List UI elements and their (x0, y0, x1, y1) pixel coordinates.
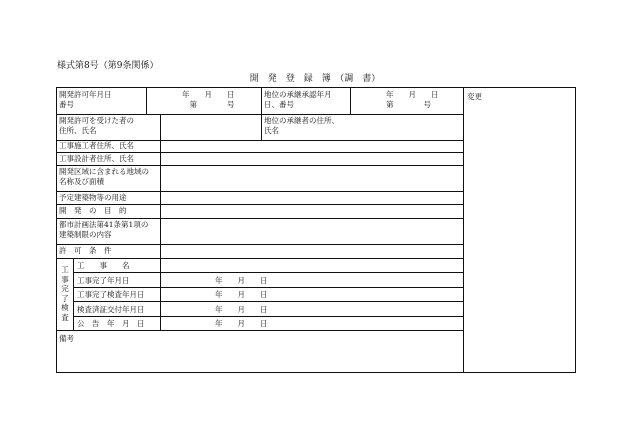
rule (56, 258, 463, 259)
completion-item-value: 年 月 日 (215, 276, 268, 285)
label-line: 日、番号 (264, 100, 294, 109)
completion-item-label: 工事完了年月日 (77, 276, 130, 285)
rule (56, 191, 463, 192)
purpose-label: 開 発 の 目 的 (59, 206, 127, 215)
rule (73, 272, 463, 273)
conditions-label: 許 可 条 件 (59, 246, 112, 255)
permit-date-value (182, 90, 235, 110)
label-line: 名称及び面積 (59, 177, 104, 186)
succession-date-label (264, 90, 332, 110)
area-label (59, 167, 149, 187)
label-line: 地位の承継承認年月 (264, 90, 332, 99)
label-line: 都市計画法第41条第1項の (59, 220, 149, 229)
designer-label: 工事設計者住所、氏名 (59, 154, 134, 163)
label-line: 建築制限の内容 (59, 230, 112, 239)
label-line: 住所、氏名 (59, 126, 97, 135)
changes-divider (463, 87, 464, 373)
divider (350, 87, 351, 114)
rule (56, 218, 463, 219)
changes-label: 変更 (467, 92, 482, 101)
label-line: 開発区域に含まれる地域の (59, 167, 149, 176)
permit-holder-label (59, 116, 134, 136)
label-line: 地位の承継者の住所、 (264, 116, 339, 125)
label-line: 氏名 (264, 126, 279, 135)
completion-item-label: 検査済証交付年月日 (77, 305, 145, 314)
restriction-label (59, 220, 148, 240)
rule (56, 244, 463, 245)
completion-item-value: 年 月 日 (215, 305, 268, 314)
divider (160, 114, 161, 330)
value-line: 第 号 (189, 100, 235, 109)
divider (73, 258, 74, 330)
rule (56, 114, 463, 115)
rule (56, 204, 463, 205)
completion-item-value: 年 月 日 (215, 319, 268, 328)
completion-item-label: 工 事 名 (77, 261, 130, 270)
succession-date-value (386, 90, 439, 110)
completion-item-value: 年 月 日 (215, 290, 268, 299)
form-id: 様式第8号（第9条関係） (57, 61, 159, 71)
value-line: 年 月 日 (182, 90, 235, 99)
planned-use-label: 予定建築物等の用途 (59, 193, 127, 202)
label-line: 開発許可を受けた者の (59, 116, 134, 125)
label-line: 開発許可年月日 (59, 90, 112, 99)
value-line: 第 号 (386, 100, 431, 109)
form-title: 開 発 登 録 簿 （調 書） (249, 74, 381, 84)
remarks-label: 備考 (59, 334, 74, 343)
permit-date-label (59, 90, 112, 110)
value-line: 年 月 日 (386, 90, 439, 99)
rule (56, 165, 463, 166)
completion-item-label: 工事完了検査年月日 (77, 290, 145, 299)
completion-group-label: 工事完了検査 (61, 265, 69, 322)
rule (73, 301, 463, 302)
rule (56, 330, 463, 331)
contractor-label: 工事施工者住所、氏名 (59, 141, 134, 150)
completion-item-label: 公 告 年 月 日 (77, 319, 145, 328)
label-line: 番号 (59, 100, 74, 109)
rule (73, 287, 463, 288)
rule (73, 316, 463, 317)
successor-label (264, 116, 339, 136)
rule (56, 152, 463, 153)
divider (146, 87, 147, 114)
